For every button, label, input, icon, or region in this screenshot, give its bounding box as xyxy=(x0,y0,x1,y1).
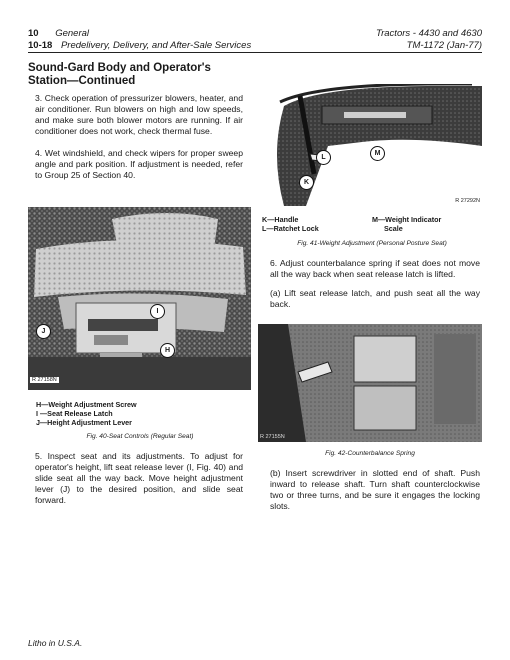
fig42-ref: R 27155N xyxy=(260,434,285,440)
fig41-caption: Fig. 41-Weight Adjustment (Personal Posture Seat) xyxy=(297,240,447,247)
counterbalance-spring-illustration xyxy=(258,324,482,442)
paragraph-6: 6. Adjust counterbalance spring if seat does not move all the way back when seat release latch is lifted. xyxy=(270,258,480,279)
fig40-ref: R 27158N xyxy=(32,377,57,383)
fig41-ref: R 27292N xyxy=(455,198,480,204)
header-rule xyxy=(28,52,482,53)
fig42-caption: Fig. 42-Counterbalance Spring xyxy=(325,450,415,457)
paragraph-4: 4. Wet windshield, and check wipers for proper sweep angle and park position. If adjustment is needed, refer to Group 25 of Section 40. xyxy=(35,148,243,180)
callout-m: M xyxy=(370,146,385,161)
manual-title: Tractors - 4430 and 4630 xyxy=(376,28,482,39)
page-subtitle: Predelivery, Delivery, and After-Sale Services xyxy=(60,40,252,51)
seat-controls-photo xyxy=(28,207,251,390)
seat-controls-illustration xyxy=(28,207,251,390)
fig41-legend-right: M—Weight Indicator Scale xyxy=(372,215,442,233)
paragraph-6a: (a) Lift seat release latch, and push seat all the way back. xyxy=(270,288,480,309)
page-header-left xyxy=(28,28,89,39)
section-label: General xyxy=(55,28,90,39)
callout-j: J xyxy=(36,324,51,339)
callout-h: H xyxy=(160,343,175,358)
paragraph-3: 3. Check operation of pressurizer blowers, heater, and air conditioner. Run blowers on high and low speeds, and make sure both blower motors are running. If air conditioner does not work, check thermal fuse. xyxy=(35,93,243,136)
manual-code: TM-1172 (Jan-77) xyxy=(406,40,482,51)
fig40-caption: Fig. 40-Seat Controls (Regular Seat) xyxy=(86,433,194,440)
callout-l: L xyxy=(316,150,331,165)
fig41-legend-left: K—Handle L—Ratchet Lock xyxy=(262,215,319,233)
paragraph-5: 5. Inspect seat and its adjustments. To adjust for operator's height, lift seat release lever (I, Fig. 40) and slide seat all the way back. Move height adjustment lever (J) to the desired position, and slide seat forward. xyxy=(35,451,243,505)
callout-k: K xyxy=(299,175,314,190)
page-reference: 10-18 xyxy=(28,40,53,51)
weight-adjustment-illustration xyxy=(262,84,482,206)
paragraph-6b: (b) Insert screwdriver in slotted end of shaft. Push inward to release shaft. Turn shaft counterclockwise two or three turns, and be sure it engages the locking slots. xyxy=(270,468,480,511)
footer-litho: Litho in U.S.A. xyxy=(28,638,83,648)
counterbalance-spring-photo xyxy=(258,324,482,442)
fig40-legend: H—Weight Adjustment Screw I —Seat Release Latch J—Height Adjustment Lever xyxy=(36,400,137,427)
page-header-left-2 xyxy=(28,40,251,51)
weight-adjustment-photo xyxy=(262,84,482,206)
callout-i: I xyxy=(150,304,165,319)
section-title: Sound-Gard Body and Operator's Station—Continued xyxy=(28,62,211,87)
page-number: 10 xyxy=(28,28,39,39)
